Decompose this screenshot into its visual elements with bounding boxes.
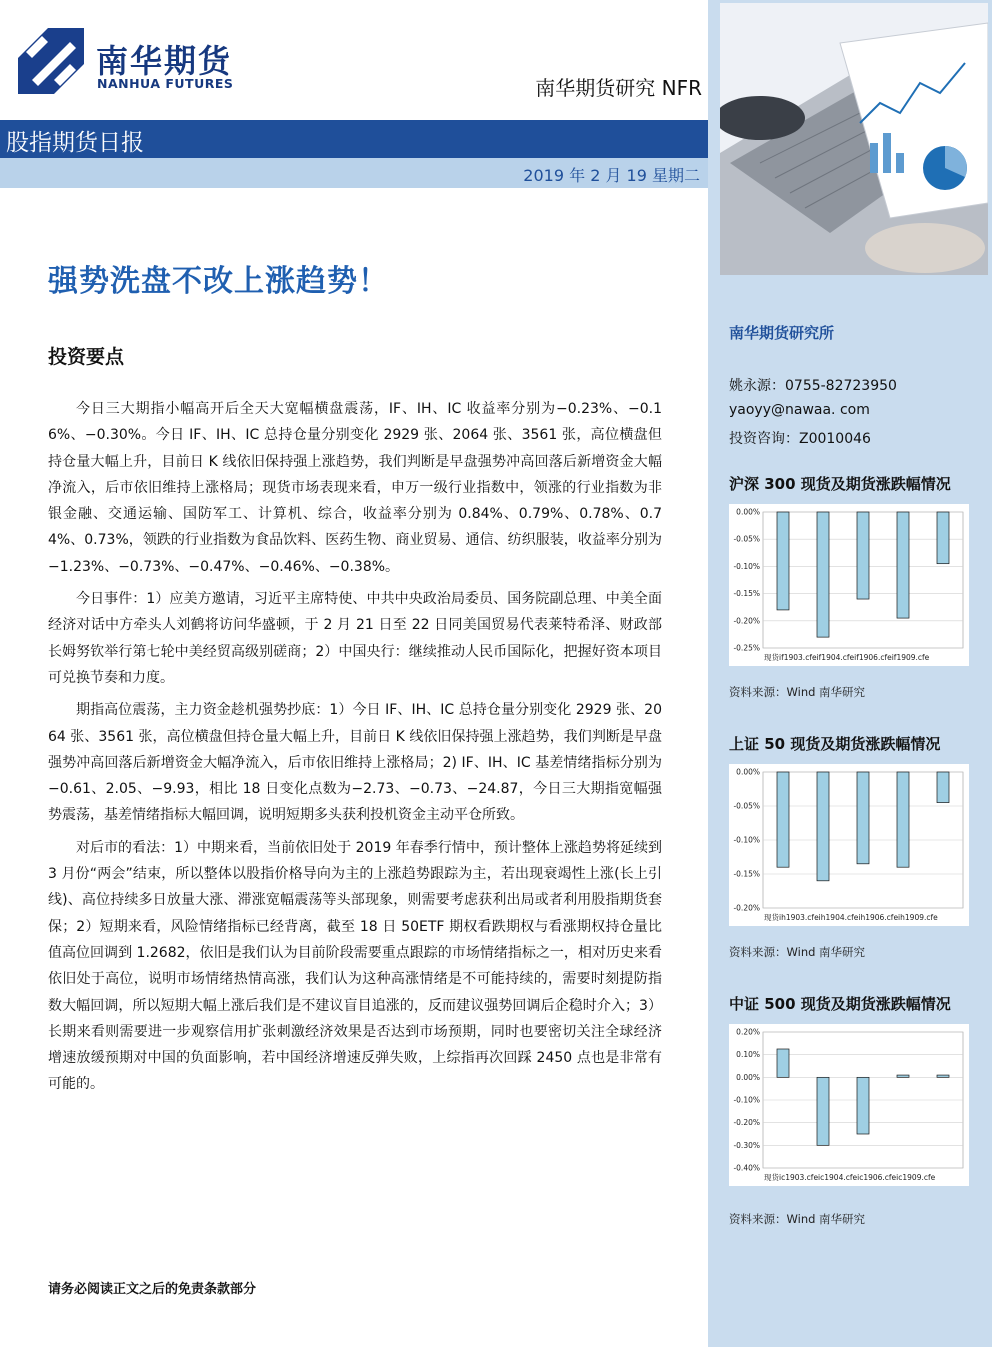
y-tick-label: 0.20% [736,1027,760,1037]
y-tick-label: 0.00% [736,767,760,777]
section-title: 投资要点 [48,346,125,368]
contact-name-phone: 姚永源：0755-82723950 [729,378,897,394]
bar-if1904.cfe [857,512,869,599]
bar-ih1906.cfe [897,772,909,867]
y-tick-label: -0.10% [733,1095,760,1105]
y-tick-label: -0.20% [733,616,760,626]
bar-ih1904.cfe [857,772,869,864]
chart-source: 资料来源：Wind 南华研究 [729,945,866,959]
disclaimer: 请务必阅读正文之后的免责条款部分 [48,1282,257,1297]
bar-if1906.cfe [897,512,909,618]
bar-ic1909.cfe [937,1075,949,1077]
chart-title-csi500: 中证 500 现货及期货涨跌幅情况 [729,995,951,1013]
bar-现货 [777,512,789,610]
csi300-bar-chart [729,504,969,666]
date-bar [0,158,708,188]
chart-source: 资料来源：Wind 南华研究 [729,1212,866,1226]
chart-source: 资料来源：Wind 南华研究 [729,685,866,699]
bar-ih1903.cfe [817,772,829,881]
bar-ic1904.cfe [857,1077,869,1134]
y-tick-label: -0.30% [733,1140,760,1150]
paragraph: 今日三大期指小幅高开后全天大宽幅横盘震荡，IF、IH、IC 收益率分别为−0.23%、−0.16%、−0.30%。今日 IF、IH、IC 总持仓量分别变化 2929 张、2064 张、3561 张，高位横盘但持仓量大幅上升，目前日 K 线依旧保持强上涨趋势，我们判断是早盘强势冲高回落后新增资金大幅净流入，后市依旧维持上涨格局；现货市场表现来看，申万一级行业指数中，领涨的行业指数为非银金融、交通运输、国防军工、计算机、综合，收益率分别为 0.84%、0.79%、0.78%、0.74%、0.73%，领跌的行业指数为食品饮料、医药生物、商业贸易、通信、纺织服装，收益率分别为−1.23%、−0.73%、−0.47%、−0.46%、−0.38%。 [48,401,662,575]
bar-ic1906.cfe [897,1075,909,1077]
paragraph: 对后市的看法：1）中期来看，当前依旧处于 2019 年春季行情中，预计整体上涨趋势将延续到 3 月份“两会”结束，所以整体以股指价格导向为主的上涨趋势跟踪为主，若出现衰竭性上涨(长上引线)、高位持续多日放量大涨、滞涨宽幅震荡等头部现象，则需要考虑获利出局或者利用股指期货套保；2）短期来看，风险情绪指标已经背离，截至 18 日 50ETF 期权看跌期权与看涨期权持仓量比值高位回调到 1.2682，依旧是我们认为目前阶段需要重点跟踪的市场情绪指标之一，相对历史来看依旧处于高位，说明市场情绪热情高涨，我们认为这种高涨情绪是不可能持续的，需要时刻提防指数大幅回调，所以短期大幅上涨后我们是不建议盲目追涨的，反而建议强势回调后企稳时介入；3）长期来看则需要进一步观察信用扩张刺激经济效果是否达到市场预期，同时也要密切关注全球经济增速放缓预期对中国的负面影响，若中国经济增速反弹失败，上综指再次回踩 2450 点也是非常有可能的。 [48,839,662,1093]
y-tick-label: -0.15% [733,589,760,599]
x-tick-label: 现货ic1903.cfeic1904.cfeic1906.cfeic1909.cfe [764,1173,936,1182]
bar-ic1903.cfe [817,1077,829,1145]
y-tick-label: -0.25% [733,643,760,653]
x-tick-label: 现货if1903.cfeif1904.cfeif1906.cfeif1909.cfe [764,653,930,662]
bar-if1909.cfe [937,512,949,564]
y-tick-label: -0.10% [733,561,760,571]
article-body [48,396,662,1104]
contact-license: 投资咨询：Z0010046 [729,431,871,447]
y-tick-label: -0.20% [733,1118,760,1128]
laptop-photo-image [720,3,988,275]
research-institute: 南华期货研究所 [729,324,835,342]
y-tick-label: -0.20% [733,903,760,913]
x-tick-label: 现货ih1903.cfeih1904.cfeih1906.cfeih1909.cfe [764,913,938,922]
brand-name-cn: 南华期货 [96,42,233,80]
brand-name-en: NANHUA FUTURES [97,76,234,91]
bar-现货 [777,772,789,867]
bar-if1903.cfe [817,512,829,637]
paragraph: 期指高位震荡，主力资金趁机强势抄底：1）今日 IF、IH、IC 总持仓量分别变化 2929 张、2064 张、3561 张，高位横盘但持仓量大幅上升，目前日 K 线依旧保持强上涨趋势，我们判断是早盘强势冲高回落后新增资金大幅净流入，后市依旧维持上涨格局；2) IF、IH、IC 基差情绪指标分别为−0.61、2.05、−9.93，相比 18 日变化点数为−2.73、−0.73、−24.87，今日三大期指宽幅强势震荡，基差情绪指标大幅回调，说明短期多头获利投机资金主动平仓所致。 [48,702,662,824]
y-tick-label: 0.10% [736,1050,760,1060]
contact-email: yaoyy@nawaa. com [729,402,870,418]
y-tick-label: -0.40% [733,1163,760,1173]
series-name: 南华期货研究 NFR [535,76,702,100]
nanhua-logo-icon [18,28,84,94]
headline: 强势洗盘不改上涨趋势！ [48,264,389,299]
chart-title-sse50: 上证 50 现货及期货涨跌幅情况 [729,735,941,753]
bar-ih1909.cfe [937,772,949,803]
bar-现货 [777,1049,789,1077]
report-type: 股指期货日报 [6,130,144,156]
y-tick-label: 0.00% [736,507,760,517]
y-tick-label: 0.00% [736,1072,760,1082]
paragraph: 今日事件：1）应美方邀请，习近平主席特使、中共中央政治局委员、国务院副总理、中美全面经济对话中方牵头人刘鹤将访问华盛顿，于 2 月 21 日至 22 日同美国贸易代表莱特希泽、财政部长姆努钦举行第七轮中美经贸高级别磋商；2）中国央行：继续推动人民币国际化，把握好资本项目可兑换节奏和力度。 [48,591,662,686]
y-tick-label: -0.10% [733,835,760,845]
y-tick-label: -0.05% [733,801,760,811]
y-tick-label: -0.15% [733,869,760,879]
sse50-bar-chart [729,764,969,926]
report-date: 2019 年 2 月 19 星期二 [523,166,700,185]
y-tick-label: -0.05% [733,534,760,544]
chart-title-csi300: 沪深 300 现货及期货涨跌幅情况 [729,475,951,493]
csi500-bar-chart [729,1024,969,1186]
report-type-bar [0,120,708,158]
